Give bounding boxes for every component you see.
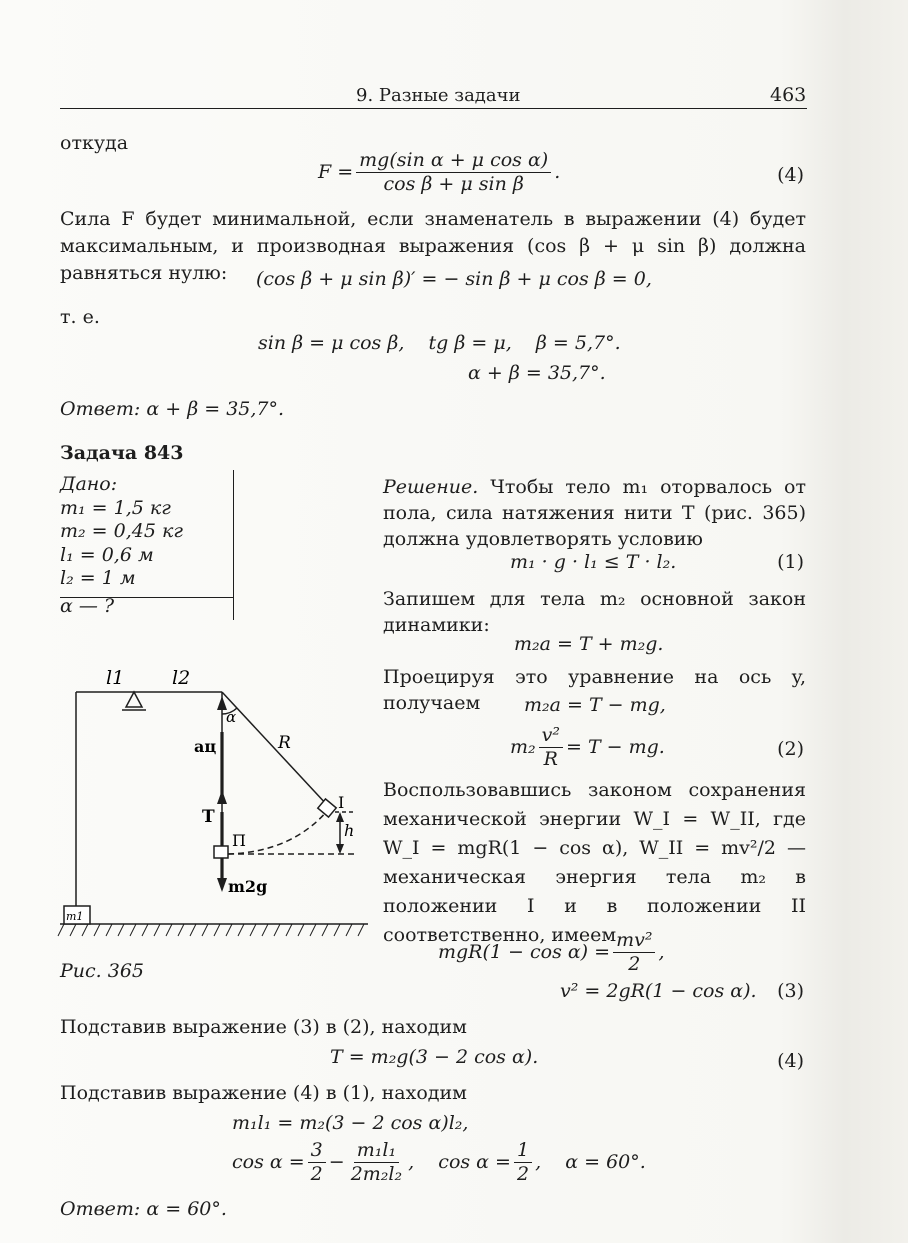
eq-mid: , cos α = [408, 1151, 511, 1174]
fraction-numerator: mg(sin α + μ cos α) [356, 150, 551, 173]
inclined-thread [222, 692, 328, 806]
fraction [514, 1140, 532, 1185]
given-label: Дано: [60, 473, 118, 495]
given-item: l₂ = 1 м [60, 567, 136, 589]
intro-word: откуда [60, 132, 129, 154]
solution-paragraph [383, 474, 806, 552]
final-equation-2 [232, 1140, 646, 1185]
minus-sign: − [328, 1151, 345, 1174]
label-T: T [202, 807, 215, 827]
ground-hatching [58, 908, 364, 936]
pivot-support [126, 692, 142, 707]
fraction [613, 930, 655, 975]
given-horizontal-rule [60, 597, 234, 598]
h-top-arrowhead [336, 812, 344, 822]
equation-number: (4) [777, 1050, 804, 1072]
projection-paragraph: Проецируя это уравнение на ось y, получаем [383, 666, 806, 714]
fraction [539, 725, 563, 770]
projection-equation: m₂a = T − mg, [524, 694, 666, 716]
eq-tail: , [658, 941, 665, 964]
label-m2g: m2g [228, 877, 268, 896]
body-position-I [318, 799, 336, 817]
fraction-numerator: m₁l₁ [354, 1140, 399, 1163]
eq-tail: . [554, 161, 561, 184]
answer-label: Ответ: [60, 1198, 141, 1220]
label-l2: l2 [172, 667, 191, 689]
label-m1: m1 [66, 910, 84, 923]
result-equation-2: α + β = 35,7°. [468, 362, 606, 384]
equation-4-bottom: T = m₂g(3 − 2 cos α). [330, 1046, 539, 1068]
fraction-denominator: 2m₂l₂ [350, 1162, 403, 1185]
problem-title: Задача 843 [60, 442, 184, 464]
given-item: m₁ = 1,5 кг [60, 496, 171, 519]
fraction-denominator: 2 [628, 952, 641, 975]
equation-number: (1) [777, 551, 804, 573]
fraction-denominator: R [543, 747, 558, 770]
body-position-II [214, 846, 228, 858]
fraction [348, 1140, 405, 1185]
substitution-1-text: Подставив выражение (3) в (2), находим [60, 1016, 467, 1038]
derivative-equation: (cos β + μ sin β)′ = − sin β + μ cos β = 0, [256, 268, 652, 290]
dynamics-paragraph: Запишем для тела m₂ основной закон динамики: [383, 588, 806, 636]
h-bottom-arrowhead [336, 844, 344, 854]
fraction [308, 1140, 326, 1185]
given-item: m₂ = 0,45 кг [60, 520, 183, 542]
answer-2 [60, 1198, 227, 1220]
fraction-numerator: 3 [308, 1140, 326, 1163]
equation-3a [438, 930, 664, 975]
equation-number: (3) [777, 980, 804, 1002]
label-alpha: α [226, 708, 237, 726]
result-equation-1: sin β = μ cos β, tg β = μ, β = 5,7°. [258, 332, 621, 354]
figure-caption: Рис. 365 [60, 960, 145, 982]
given-item: l₁ = 0,6 м [60, 543, 154, 566]
fraction-denominator: 2 [516, 1162, 530, 1185]
solution-label: Решение. [383, 476, 479, 498]
find-item: α — ? [60, 594, 115, 617]
answer-label: Ответ: [60, 398, 141, 420]
figure-365 [56, 662, 372, 952]
fraction-denominator: 2 [310, 1162, 323, 1185]
fraction-numerator: mv² [613, 930, 655, 953]
eq-lhs: cos α = [232, 1151, 305, 1174]
equation-number: (2) [777, 738, 804, 760]
answer-value: α = 60°. [146, 1198, 227, 1220]
paragraph-minimum: Сила F будет минимальной, если знаменатель в выражении (4) будет максимальным, и производная выражения (cos β + μ sin β) должна равняться нулю: [60, 208, 806, 284]
eq-lhs: F = [318, 161, 354, 184]
substitution-2-text: Подставив выражение (4) в (1), находим [60, 1082, 467, 1104]
header-rule [60, 108, 807, 109]
label-ac: aц [194, 737, 217, 756]
equation-3b: v² = 2gR(1 − cos α). [560, 980, 757, 1002]
eq-tail: , α = 60°. [535, 1151, 646, 1174]
dynamics-equation: m₂a = T + m₂g. [514, 633, 664, 655]
page-number: 463 [770, 84, 807, 106]
label-R: R [278, 733, 291, 753]
answer-1 [60, 398, 284, 420]
equation-1: m₁ · g · l₁ ≤ T · l₂. [510, 551, 677, 573]
answer-value: α + β = 35,7°. [146, 398, 285, 420]
fraction-denominator: cos β + μ sin β [383, 172, 524, 195]
eq-lhs: mgR(1 − cos α) = [438, 941, 611, 964]
equation-number: (4) [777, 164, 804, 186]
energy-paragraph: Воспользовавшись законом сохранения механической энергии W_I = W_II, где W_I = mgR(1 − cos α), W_II = mv²/2 — механическая энергия тела m₂ в положении I и в положении II соответственно, имеем [383, 779, 806, 946]
fraction-numerator: v² [539, 725, 563, 748]
running-head: 9. Разные задачи [356, 85, 521, 106]
fraction-numerator: 1 [514, 1140, 532, 1163]
equation-2 [510, 725, 665, 770]
equation-4-top [318, 150, 560, 195]
eq-lhs: m₂ [510, 736, 536, 759]
fraction [356, 150, 551, 195]
te-word: т. е. [60, 306, 100, 328]
label-I: I [338, 793, 345, 812]
label-l1: l1 [106, 667, 125, 689]
solution-text: Чтобы тело m₁ оторвалось от пола, сила натяжения нити T (рис. 365) должна удовлетворять условию [383, 476, 806, 550]
final-equation-1: m₁l₁ = m₂(3 − 2 cos α)l₂, [232, 1112, 469, 1134]
label-h: h [344, 821, 355, 840]
label-II: П [232, 831, 246, 850]
eq-rhs: = T − mg. [566, 736, 665, 759]
